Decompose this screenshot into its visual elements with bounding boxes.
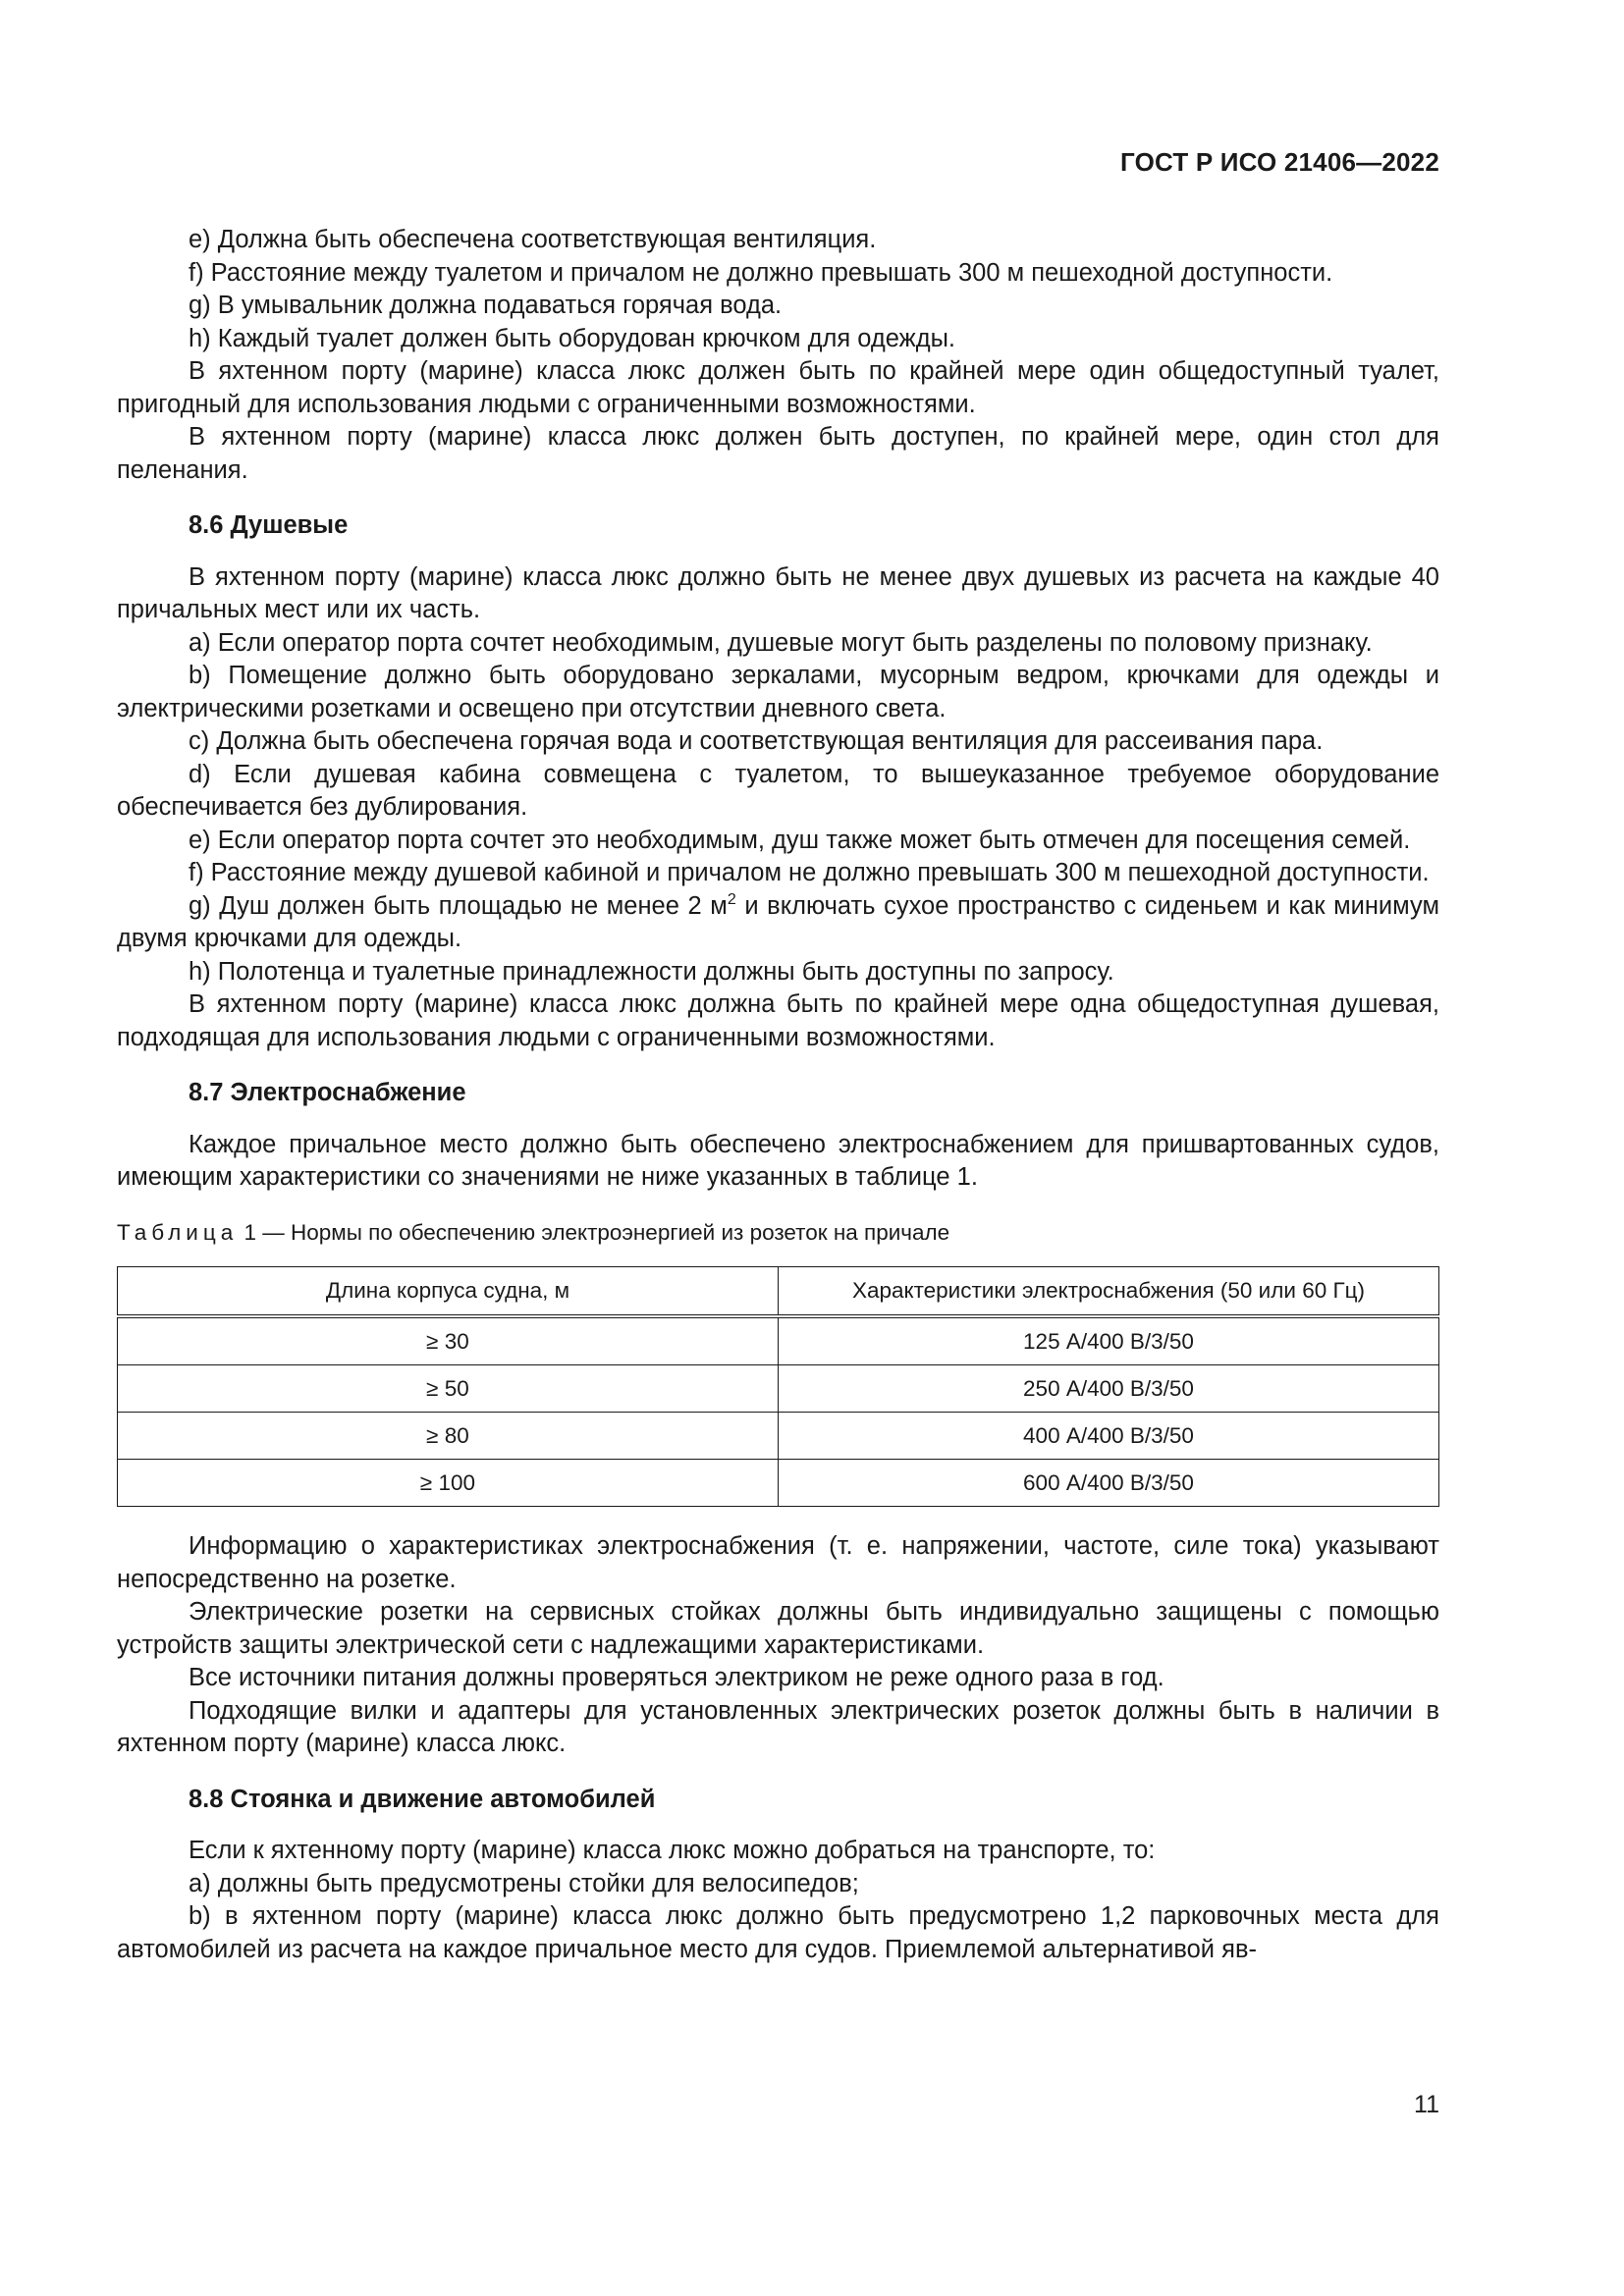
table-cell: ≥ 80 — [118, 1413, 779, 1460]
paragraph: Если к яхтенному порту (марине) класса люкс можно добраться на транспорте, то: — [189, 1837, 1156, 1864]
table-cell: ≥ 50 — [118, 1365, 779, 1413]
paragraph: В яхтенном порту (марине) класса люкс должно быть не менее двух душевых из расчета на каждые 40 причальных мест или их часть. — [117, 562, 1439, 623]
document-body — [117, 224, 1439, 1966]
paragraph: g) В умывальник должна подаваться горячая вода. — [189, 292, 783, 319]
paragraph-shower-area — [117, 890, 1439, 956]
shower-area-text-start: g) Душ должен быть площадью не менее 2 м — [189, 891, 728, 920]
paragraph: Информацию о характеристиках электроснабжения (т. е. напряжении, частоте, силе тока) указывают непосредственно на розетке. — [117, 1532, 1439, 1593]
paragraph: f) Расстояние между туалетом и причалом не должно превышать 300 м пешеходной доступности. — [189, 258, 1333, 287]
paragraph: d) Если душевая кабина совмещена с туалетом, то вышеуказанное требуемое оборудование обеспечивается без дублирования. — [117, 760, 1439, 821]
paragraph: Каждое причальное место должно быть обеспечено электроснабжением для пришвартованных судов, имеющим характеристики со значениями не ниже указанных в таблице 1. — [117, 1130, 1439, 1191]
superscript-2: 2 — [727, 890, 736, 908]
paragraph: b) в яхтенном порту (марине) класса люкс должно быть предусмотрено 1,2 парковочных места для автомобилей из расчета на каждое причальное место для судов. Приемлемой альтернативой яв- — [117, 1902, 1439, 1963]
table-row — [118, 1365, 1439, 1413]
paragraph: В яхтенном порту (марине) класса люкс должна быть по крайней мере одна общедоступная душевая, подходящая для использования людьми с ограниченными возможностями. — [117, 990, 1439, 1051]
table-header-row — [118, 1267, 1439, 1317]
table-cell: 600 А/400 В/3/50 — [779, 1460, 1439, 1507]
table-caption-label: Таблица — [117, 1219, 239, 1245]
paragraph: В яхтенном порту (марине) класса люкс должен быть по крайней мере один общедоступный туалет, пригодный для использования людьми с ограниченными возможностями. — [117, 357, 1439, 418]
paragraph: c) Должна быть обеспечена горячая вода и соответствующая вентиляция для рассеивания пара. — [189, 727, 1324, 755]
paragraph: В яхтенном порту (марине) класса люкс должен быть доступен, по крайней мере, один стол для пеленания. — [117, 423, 1439, 484]
shower-area-text-end: и включать сухое пространство с сиденьем и как минимум двумя крючками для одежды. — [117, 891, 1439, 952]
table-caption-text: 1 — Нормы по обеспечению электроэнергией из розеток на причале — [244, 1219, 950, 1245]
paragraph: Подходящие вилки и адаптеры для установленных электрических розеток должны быть в наличии в яхтенном порту (марине) класса люкс. — [117, 1696, 1439, 1757]
page-number: 11 — [1414, 2091, 1439, 2118]
section-heading-8-7: 8.7 Электроснабжение — [189, 1079, 466, 1106]
paragraph: f) Расстояние между душевой кабиной и причалом не должно превышать 300 м пешеходной доступности. — [189, 859, 1430, 886]
paragraph: Все источники питания должны проверяться электриком не реже одного раза в год. — [189, 1664, 1164, 1691]
section-heading-8-6: 8.6 Душевые — [189, 511, 349, 539]
table-cell: 400 А/400 В/3/50 — [779, 1413, 1439, 1460]
table-caption — [117, 1216, 1439, 1250]
section-heading-8-8: 8.8 Стоянка и движение автомобилей — [189, 1785, 656, 1813]
document-code-header: ГОСТ Р ИСО 21406—2022 — [1119, 147, 1439, 177]
table-cell: ≥ 100 — [118, 1460, 779, 1507]
table-row — [118, 1316, 1439, 1365]
table-header-cell: Характеристики электроснабжения (50 или 60 Гц) — [779, 1267, 1439, 1317]
paragraph: Электрические розетки на сервисных стойках должны быть индивидуально защищены с помощью устройств защиты электрической сети с надлежащими характеристиками. — [117, 1598, 1439, 1659]
paragraph: b) Помещение должно быть оборудовано зеркалами, мусорным ведром, крючками для одежды и электрическими розетками и освещено при отсутствии дневного света. — [117, 662, 1439, 722]
paragraph: е) Должна быть обеспечена соответствующая вентиляция. — [189, 226, 877, 253]
table-cell: 125 А/400 В/3/50 — [779, 1316, 1439, 1365]
table-row — [118, 1460, 1439, 1507]
paragraph: h) Полотенца и туалетные принадлежности должны быть доступны по запросу. — [189, 957, 1114, 986]
table-header-cell: Длина корпуса судна, м — [118, 1267, 779, 1317]
paragraph: а) должны быть предусмотрены стойки для велосипедов; — [189, 1869, 859, 1897]
table-cell: 250 А/400 В/3/50 — [779, 1365, 1439, 1413]
paragraph: е) Если оператор порта сочтет это необходимым, душ также может быть отмечен для посещения семей. — [189, 826, 1411, 854]
paragraph: h) Каждый туалет должен быть оборудован крючком для одежды. — [189, 324, 956, 352]
power-supply-table — [117, 1266, 1439, 1507]
table-cell: ≥ 30 — [118, 1316, 779, 1365]
document-page — [117, 0, 1439, 2296]
paragraph: а) Если оператор порта сочтет необходимым, душевые могут быть разделены по половому признаку. — [189, 628, 1373, 657]
table-row — [118, 1413, 1439, 1460]
